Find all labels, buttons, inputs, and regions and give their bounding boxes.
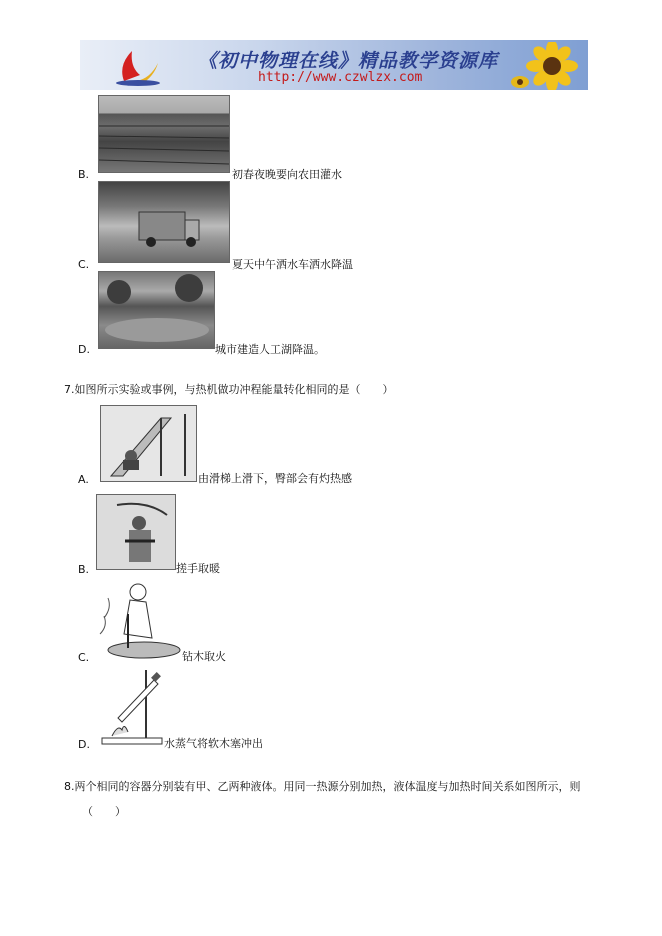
rubbing-hands-illustration <box>96 494 176 570</box>
q7-option-c-letter: C. <box>78 651 90 664</box>
q7-option-b-text: 搓手取暖 <box>176 562 220 575</box>
q7-option-d-letter: D. <box>78 738 90 751</box>
q6-option-d-text: 城市建造人工湖降温。 <box>215 343 325 356</box>
q8-stem: 8.两个相同的容器分别装有甲、乙两种液体。用同一热源分别加热，液体温度与加热时间关系如图所示，则 <box>64 780 581 793</box>
slide-illustration <box>100 405 197 482</box>
site-logo-icon <box>110 45 170 87</box>
sprinkler-truck-photo <box>98 181 230 263</box>
q7-option-c-text: 钻木取火 <box>182 650 226 663</box>
q6-option-c-text: 夏天中午洒水车洒水降温 <box>232 258 353 271</box>
banner-url: http://www.czwlzx.com <box>258 70 423 85</box>
banner-title: 《初中物理在线》精品教学资源库 <box>198 50 499 72</box>
q7-option-a-letter: A. <box>78 473 89 486</box>
header-banner <box>80 40 588 90</box>
q8-answer-paren: （ ） <box>82 805 126 818</box>
q6-option-b-letter: B. <box>78 168 90 181</box>
drilling-fire-illustration <box>94 578 182 660</box>
q6-option-d-letter: D. <box>78 343 90 356</box>
sunflower-icon <box>504 42 584 90</box>
q7-option-b-letter: B. <box>78 563 90 576</box>
q6-option-b-text: 初春夜晚要向农田灌水 <box>232 168 342 181</box>
q7-option-a-text: 由滑梯上滑下，臀部会有灼热感 <box>198 472 352 485</box>
q6-option-c-letter: C. <box>78 258 90 271</box>
test-tube-illustration <box>96 666 166 748</box>
q7-stem: 7.如图所示实验或事例，与热机做功冲程能量转化相同的是（ ） <box>64 383 394 396</box>
artificial-lake-photo <box>98 271 215 349</box>
paddy-field-photo <box>98 95 230 173</box>
q7-option-d-text: 水蒸气将软木塞冲出 <box>164 737 263 750</box>
